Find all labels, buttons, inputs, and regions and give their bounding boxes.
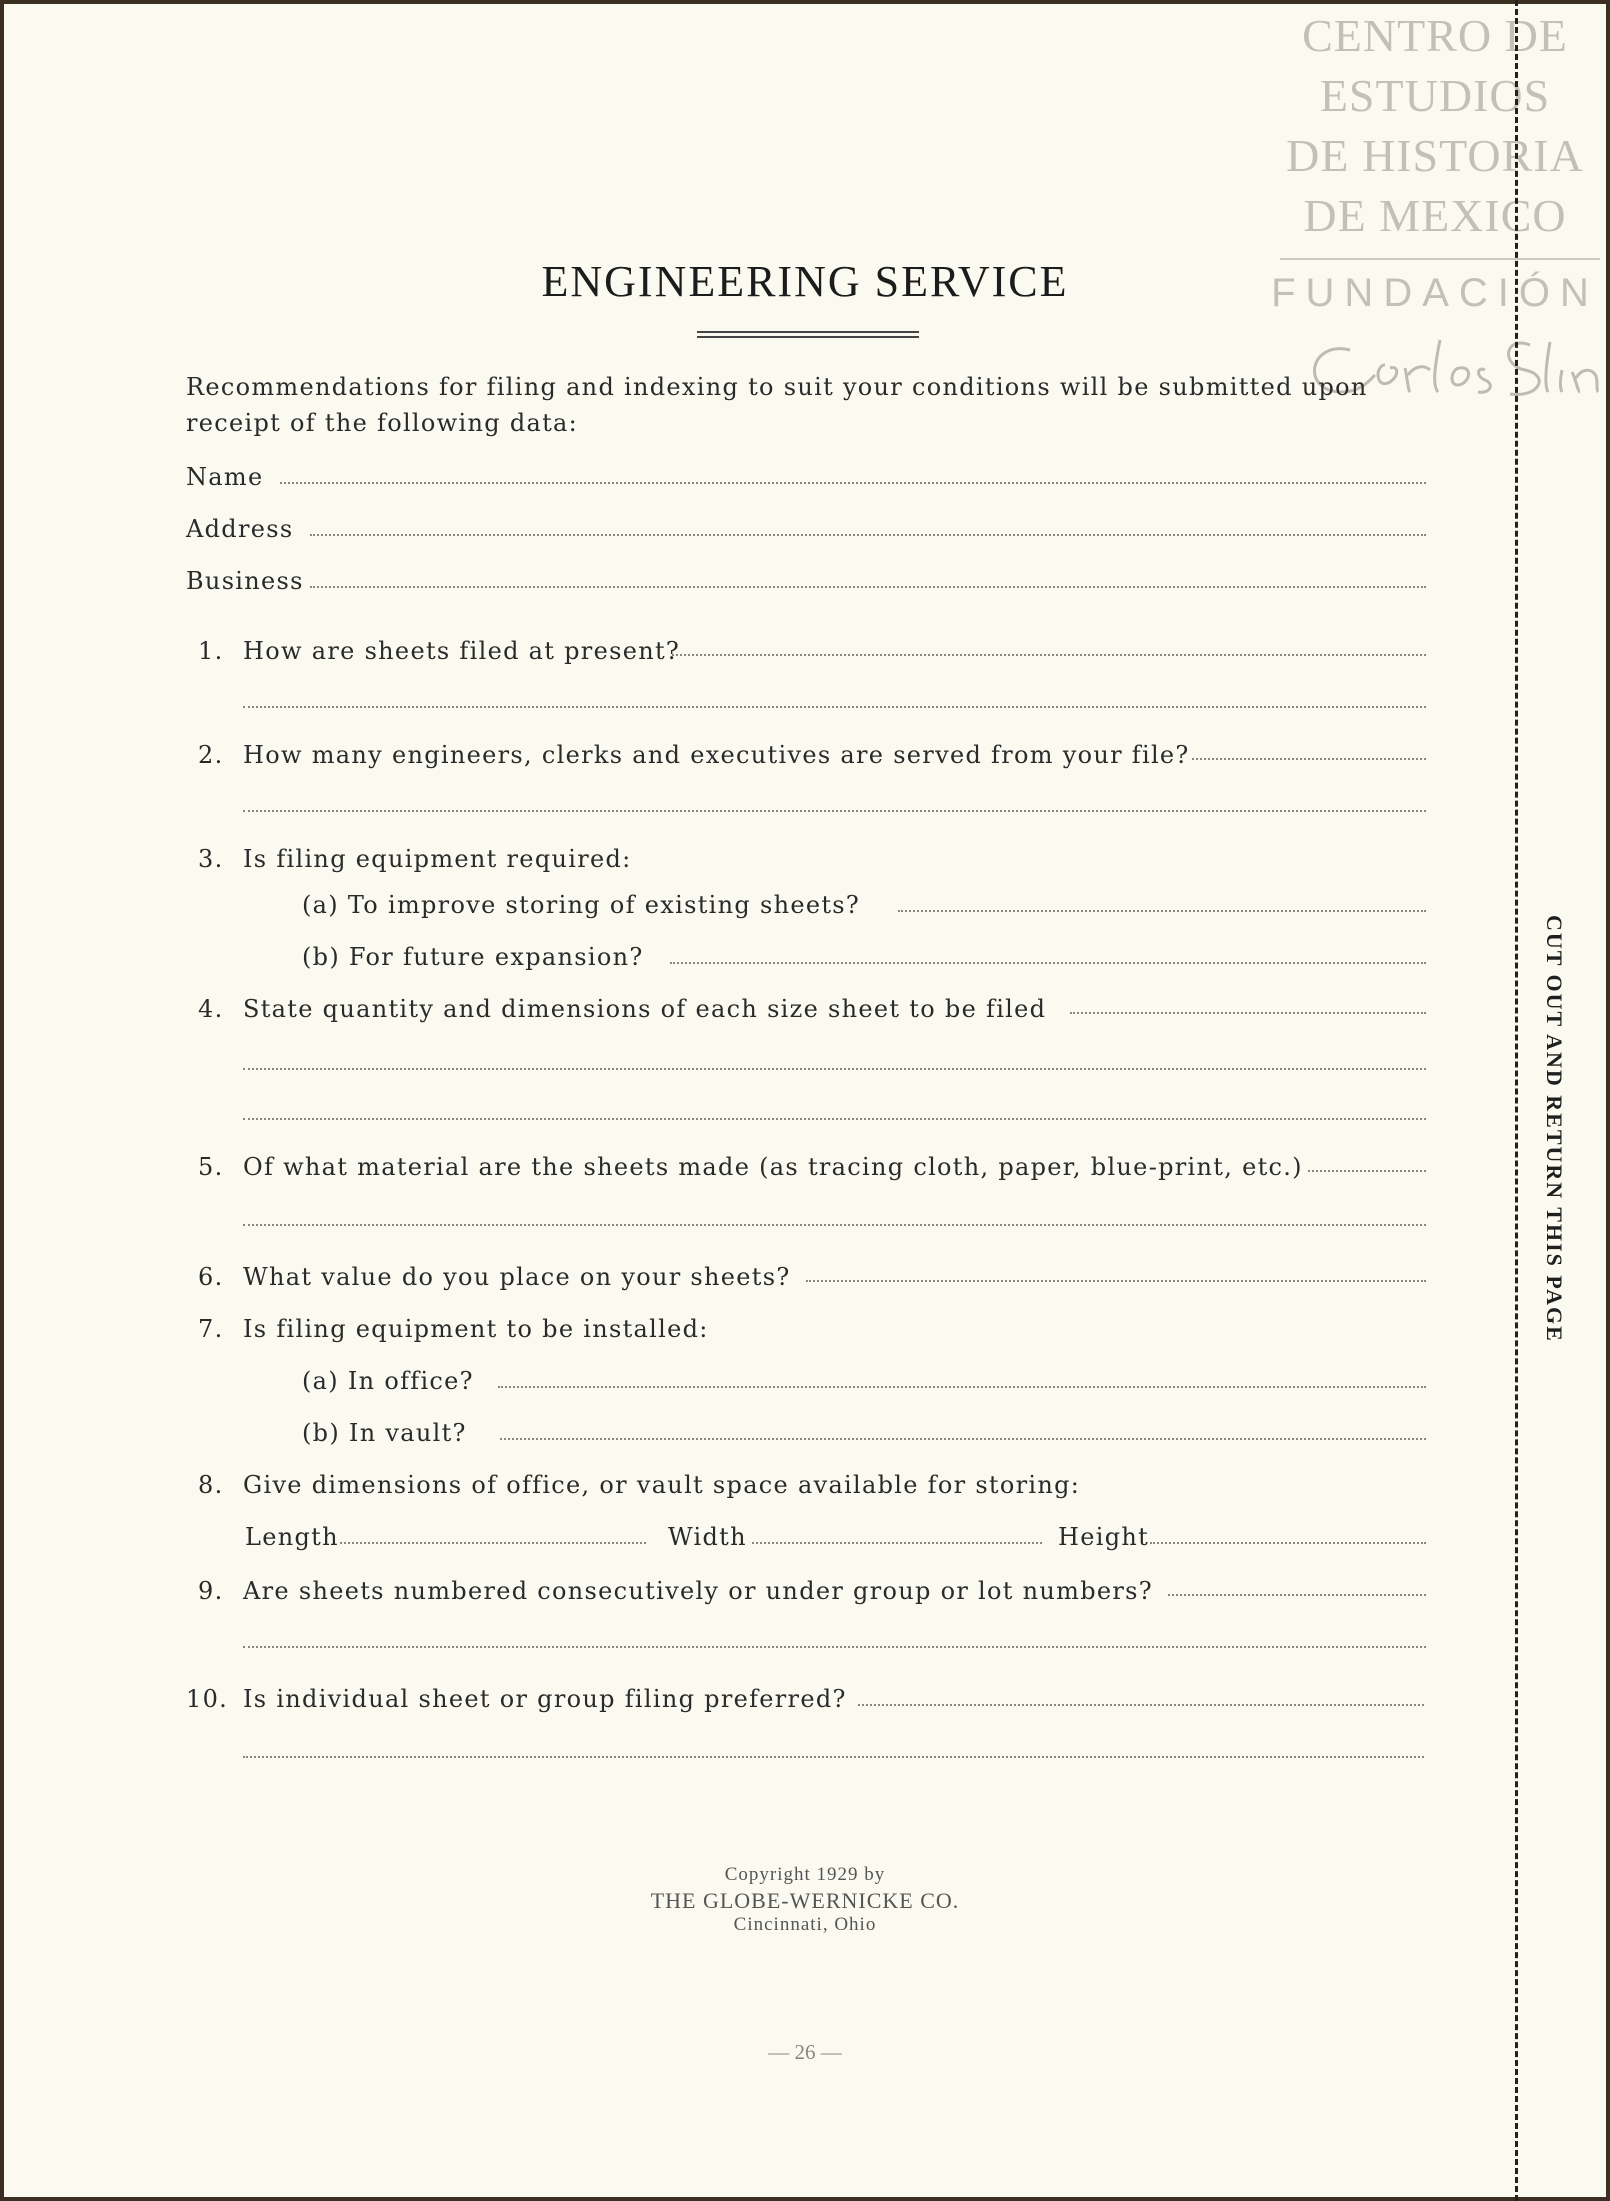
company-city: Cincinnati, Ohio [733, 1914, 877, 1935]
question-4-text: State quantity and dimensions of each size sheet to be filed [243, 995, 1047, 1023]
question-4-answer-field[interactable] [243, 1118, 1426, 1120]
watermark-line: DE MEXICO [1303, 190, 1567, 241]
question-5-answer-field[interactable] [243, 1224, 1426, 1226]
question-number: 9. [198, 1577, 224, 1605]
question-10-text: Is individual sheet or group filing preferred? [243, 1685, 847, 1713]
page-number: — 26 — [768, 2040, 842, 2064]
length-field[interactable] [340, 1542, 646, 1544]
question-number: 3. [198, 845, 224, 873]
question-2-text: How many engineers, clerks and executives are served from your file? [243, 741, 1190, 769]
intro-text: Recommendations for filing and indexing to suit your conditions will be submitted upon [186, 373, 1368, 401]
question-7a-text: (a) In office? [302, 1367, 474, 1395]
question-7a-answer-field[interactable] [498, 1386, 1426, 1388]
question-6-text: What value do you place on your sheets? [243, 1263, 791, 1291]
address-field[interactable] [310, 534, 1426, 536]
question-3-text: Is filing equipment required: [243, 845, 632, 873]
width-field[interactable] [752, 1542, 1042, 1544]
question-6-answer-field[interactable] [806, 1280, 1426, 1282]
intro-text: receipt of the following data: [186, 409, 579, 437]
business-label: Business [186, 567, 304, 595]
question-8-text: Give dimensions of office, or vault space available for storing: [243, 1471, 1081, 1499]
question-5-text: Of what material are the sheets made (as tracing cloth, paper, blue-print, etc.) [243, 1153, 1303, 1181]
name-label: Name [186, 463, 264, 491]
question-number: 10. [186, 1685, 229, 1713]
question-2-answer-field[interactable] [243, 810, 1426, 812]
question-1-text: How are sheets filed at present? [243, 637, 681, 665]
question-3b-answer-field[interactable] [670, 962, 1426, 964]
height-label: Height [1058, 1523, 1150, 1551]
question-3b-text: (b) For future expansion? [302, 943, 644, 971]
question-10-answer-field[interactable] [858, 1704, 1424, 1706]
question-3a-answer-field[interactable] [898, 910, 1426, 912]
question-1-answer-field[interactable] [243, 706, 1426, 708]
question-number: 5. [198, 1153, 224, 1181]
watermark-foundation: FUNDACIÓN [1271, 271, 1599, 315]
question-7-text: Is filing equipment to be installed: [243, 1315, 709, 1343]
question-9-answer-field[interactable] [1168, 1594, 1426, 1596]
watermark-line: DE HISTORIA [1286, 130, 1584, 181]
title-double-rule [697, 331, 919, 338]
question-4-answer-field[interactable] [1070, 1012, 1426, 1014]
question-7b-answer-field[interactable] [500, 1438, 1426, 1440]
question-4-answer-field[interactable] [243, 1068, 1426, 1070]
copyright-line: Copyright 1929 by [724, 1864, 886, 1885]
business-field[interactable] [310, 586, 1426, 588]
address-label: Address [186, 515, 294, 543]
height-field[interactable] [1150, 1542, 1426, 1544]
page-title: ENGINEERING SERVICE [541, 257, 1069, 306]
question-7b-text: (b) In vault? [302, 1419, 467, 1447]
question-1-answer-field[interactable] [672, 654, 1426, 656]
length-label: Length [245, 1523, 339, 1551]
question-9-answer-field[interactable] [243, 1646, 1426, 1648]
question-9-text: Are sheets numbered consecutively or under group or lot numbers? [243, 1577, 1153, 1605]
question-3a-text: (a) To improve storing of existing sheets? [302, 891, 861, 919]
width-label: Width [668, 1523, 747, 1551]
watermark-line: CENTRO DE [1302, 10, 1568, 61]
question-2-answer-field[interactable] [1192, 758, 1426, 760]
cut-out-instruction: CUT OUT AND RETURN THIS PAGE [1542, 915, 1567, 1343]
question-number: 7. [198, 1315, 224, 1343]
watermark-line: ESTUDIOS [1319, 70, 1551, 121]
question-10-answer-field[interactable] [243, 1756, 1424, 1758]
name-field[interactable] [280, 482, 1426, 484]
question-number: 1. [198, 637, 224, 665]
company-name: THE GLOBE-WERNICKE CO. [650, 1888, 960, 1913]
question-5-answer-field[interactable] [1308, 1170, 1426, 1172]
question-number: 4. [198, 995, 224, 1023]
question-number: 2. [198, 741, 224, 769]
question-number: 6. [198, 1263, 224, 1291]
question-number: 8. [198, 1471, 224, 1499]
